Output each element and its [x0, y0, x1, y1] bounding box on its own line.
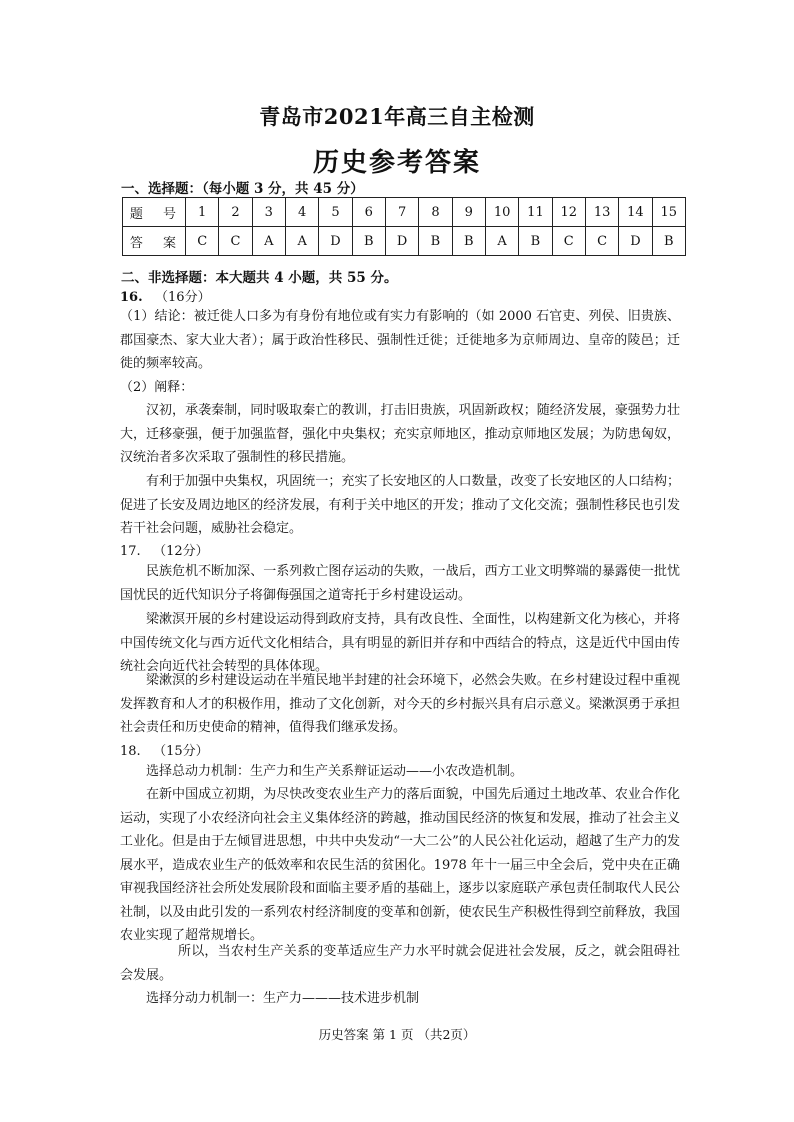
q16-conclusion: （1）结论：被迁徙人口多为有身份有地位或有实力有影响的（如 2000 石官吏、列侯、旧贵族、郡国豪杰、家大业大者）；属于政治性移民、强制性迁徙；迁徙地多为京师周边、皇帝的陵邑；迁徙的频率较高。: [120, 309, 680, 371]
answer-cell: B: [352, 227, 385, 256]
answer-cell: D: [319, 227, 352, 256]
q16-explain-label: （2）阐释：: [120, 380, 194, 395]
question-number-cell: 1: [186, 198, 219, 227]
answer-cell: A: [485, 227, 518, 256]
q16-paragraph-cause: 汉初，承袭秦制，同时吸取秦亡的教训，打击旧贵族，巩固新政权；随经济发展，豪强势力壮大，迁移豪强，便于加强监督，强化中央集权；充实京师地区，推动京师地区发展；为防患匈奴，汉统治者多次采取了强制性的移民措施。: [120, 403, 680, 465]
question-number-cell: 8: [419, 198, 452, 227]
question-number-row: [123, 198, 686, 227]
question-number-cell: 2: [219, 198, 252, 227]
answer-cell: A: [285, 227, 318, 256]
section2-heading: 二、非选择题：本大题共 4 小题，共 55 分。: [121, 270, 398, 286]
question-16-header: [120, 286, 211, 305]
question-number-cell: 4: [285, 198, 318, 227]
q18-paragraph-1: 选择总动力机制：生产力和生产关系辩证运动——小农改造机制。: [146, 764, 524, 779]
answer-cell: C: [186, 227, 219, 256]
question-number-cell: 7: [385, 198, 418, 227]
answer-cell: C: [585, 227, 618, 256]
answer-row: [123, 227, 686, 256]
question-16-number: 16.: [120, 290, 143, 305]
q16-paragraph-effect: 有利于加强中央集权，巩固统一；充实了长安地区的人口数量，改变了长安地区的人口结构；促进了长安及周边地区的经济发展，有利于关中地区的开发；推动了文化交流；强制性移民也引发若干社会问题，威胁社会稳定。: [120, 474, 680, 536]
question-number-cell: 3: [252, 198, 285, 227]
question-18-number: 18.: [120, 744, 141, 759]
answer-table: [122, 197, 686, 256]
answer-cell: C: [219, 227, 252, 256]
q18-paragraph-3: 所以，当农村生产关系的变革适应生产力水平时就会促进社会发展，反之，就会阻碍社会发展。: [120, 944, 680, 983]
answer-cell: D: [619, 227, 652, 256]
answer-cell: B: [452, 227, 485, 256]
page-footer: 历史答案 第 1 页 （共2页）: [318, 1027, 476, 1042]
question-number-cell: 12: [552, 198, 585, 227]
question-18-score: （15分）: [153, 744, 209, 759]
question-number-cell: 6: [352, 198, 385, 227]
question-16-score: （16分）: [155, 290, 211, 305]
question-number-cell: 14: [619, 198, 652, 227]
question-number-cell: 10: [485, 198, 518, 227]
page-subtitle: 历史参考答案: [312, 148, 481, 178]
question-number-cell: 5: [319, 198, 352, 227]
answer-cell: C: [552, 227, 585, 256]
answer-cell: D: [385, 227, 418, 256]
question-number-cell: 13: [585, 198, 618, 227]
answer-cell: B: [419, 227, 452, 256]
q17-paragraph-2: 梁漱溟开展的乡村建设运动得到政府支持，具有改良性、全面性，以构建新文化为核心，并将中国传统文化与西方近代文化相结合，具有明显的新旧并存和中西结合的特点，这是近代中国由传统社会向近代社会转型的具体体现。: [120, 612, 680, 674]
q17-paragraph-3: 梁漱溟的乡村建设运动在半殖民地半封建的社会环境下，必然会失败。在乡村建设过程中重视发挥教育和人才的积极作用，推动了文化创新，对今天的乡村振兴具有启示意义。梁漱溟勇于承担社会责任和历史使命的精神，值得我们继承发扬。: [120, 673, 680, 735]
question-18-header: [120, 740, 209, 759]
q18-paragraph-4: 选择分动力机制一：生产力———技术进步机制: [146, 991, 420, 1006]
question-number-cell: 15: [652, 198, 685, 227]
page-title: 青岛市2021年高三自主检测: [259, 104, 535, 129]
question-17-number: 17.: [120, 544, 141, 559]
question-number-cell: 9: [452, 198, 485, 227]
answer-cell: A: [252, 227, 285, 256]
q18-paragraph-2: 在新中国成立初期，为尽快改变农业生产力的落后面貌，中国先后通过土地改革、农业合作化运动，实现了小农经济向社会主义集体经济的跨越，推动国民经济的恢复和发展，推动了社会主义工业化。但是由于左倾冒进思想，中共中央发动“一大二公”的人民公社化运动，超越了生产力的发展水平，造成农业生产的低效率和农民生活的贫困化。1978 年十一届三中全会后，党中央在正确审视我国经济社会所处发展阶段和面临主要矛盾的基础上，逐步以家庭联产承包责任制取代人民公社制，以及由此引发的一系列农村经济制度的变革和创新，使农民生产积极性得到空前释放，我国农业实现了超常规增长。: [120, 787, 680, 943]
row-label-answers: 答 案: [123, 227, 186, 256]
question-17-score: （12分）: [153, 544, 209, 559]
answer-cell: B: [519, 227, 552, 256]
answer-cell: B: [652, 227, 685, 256]
question-17-header: [120, 540, 209, 559]
q17-paragraph-1: 民族危机不断加深、一系列救亡图存运动的失败，一战后，西方工业文明弊端的暴露使一批忧国忧民的近代知识分子将御侮强国之道寄托于乡村建设运动。: [120, 564, 680, 603]
row-label-numbers: 题 号: [123, 198, 186, 227]
section1-heading: 一、选择题：（每小题 3 分，共 45 分）: [121, 181, 364, 197]
question-number-cell: 11: [519, 198, 552, 227]
